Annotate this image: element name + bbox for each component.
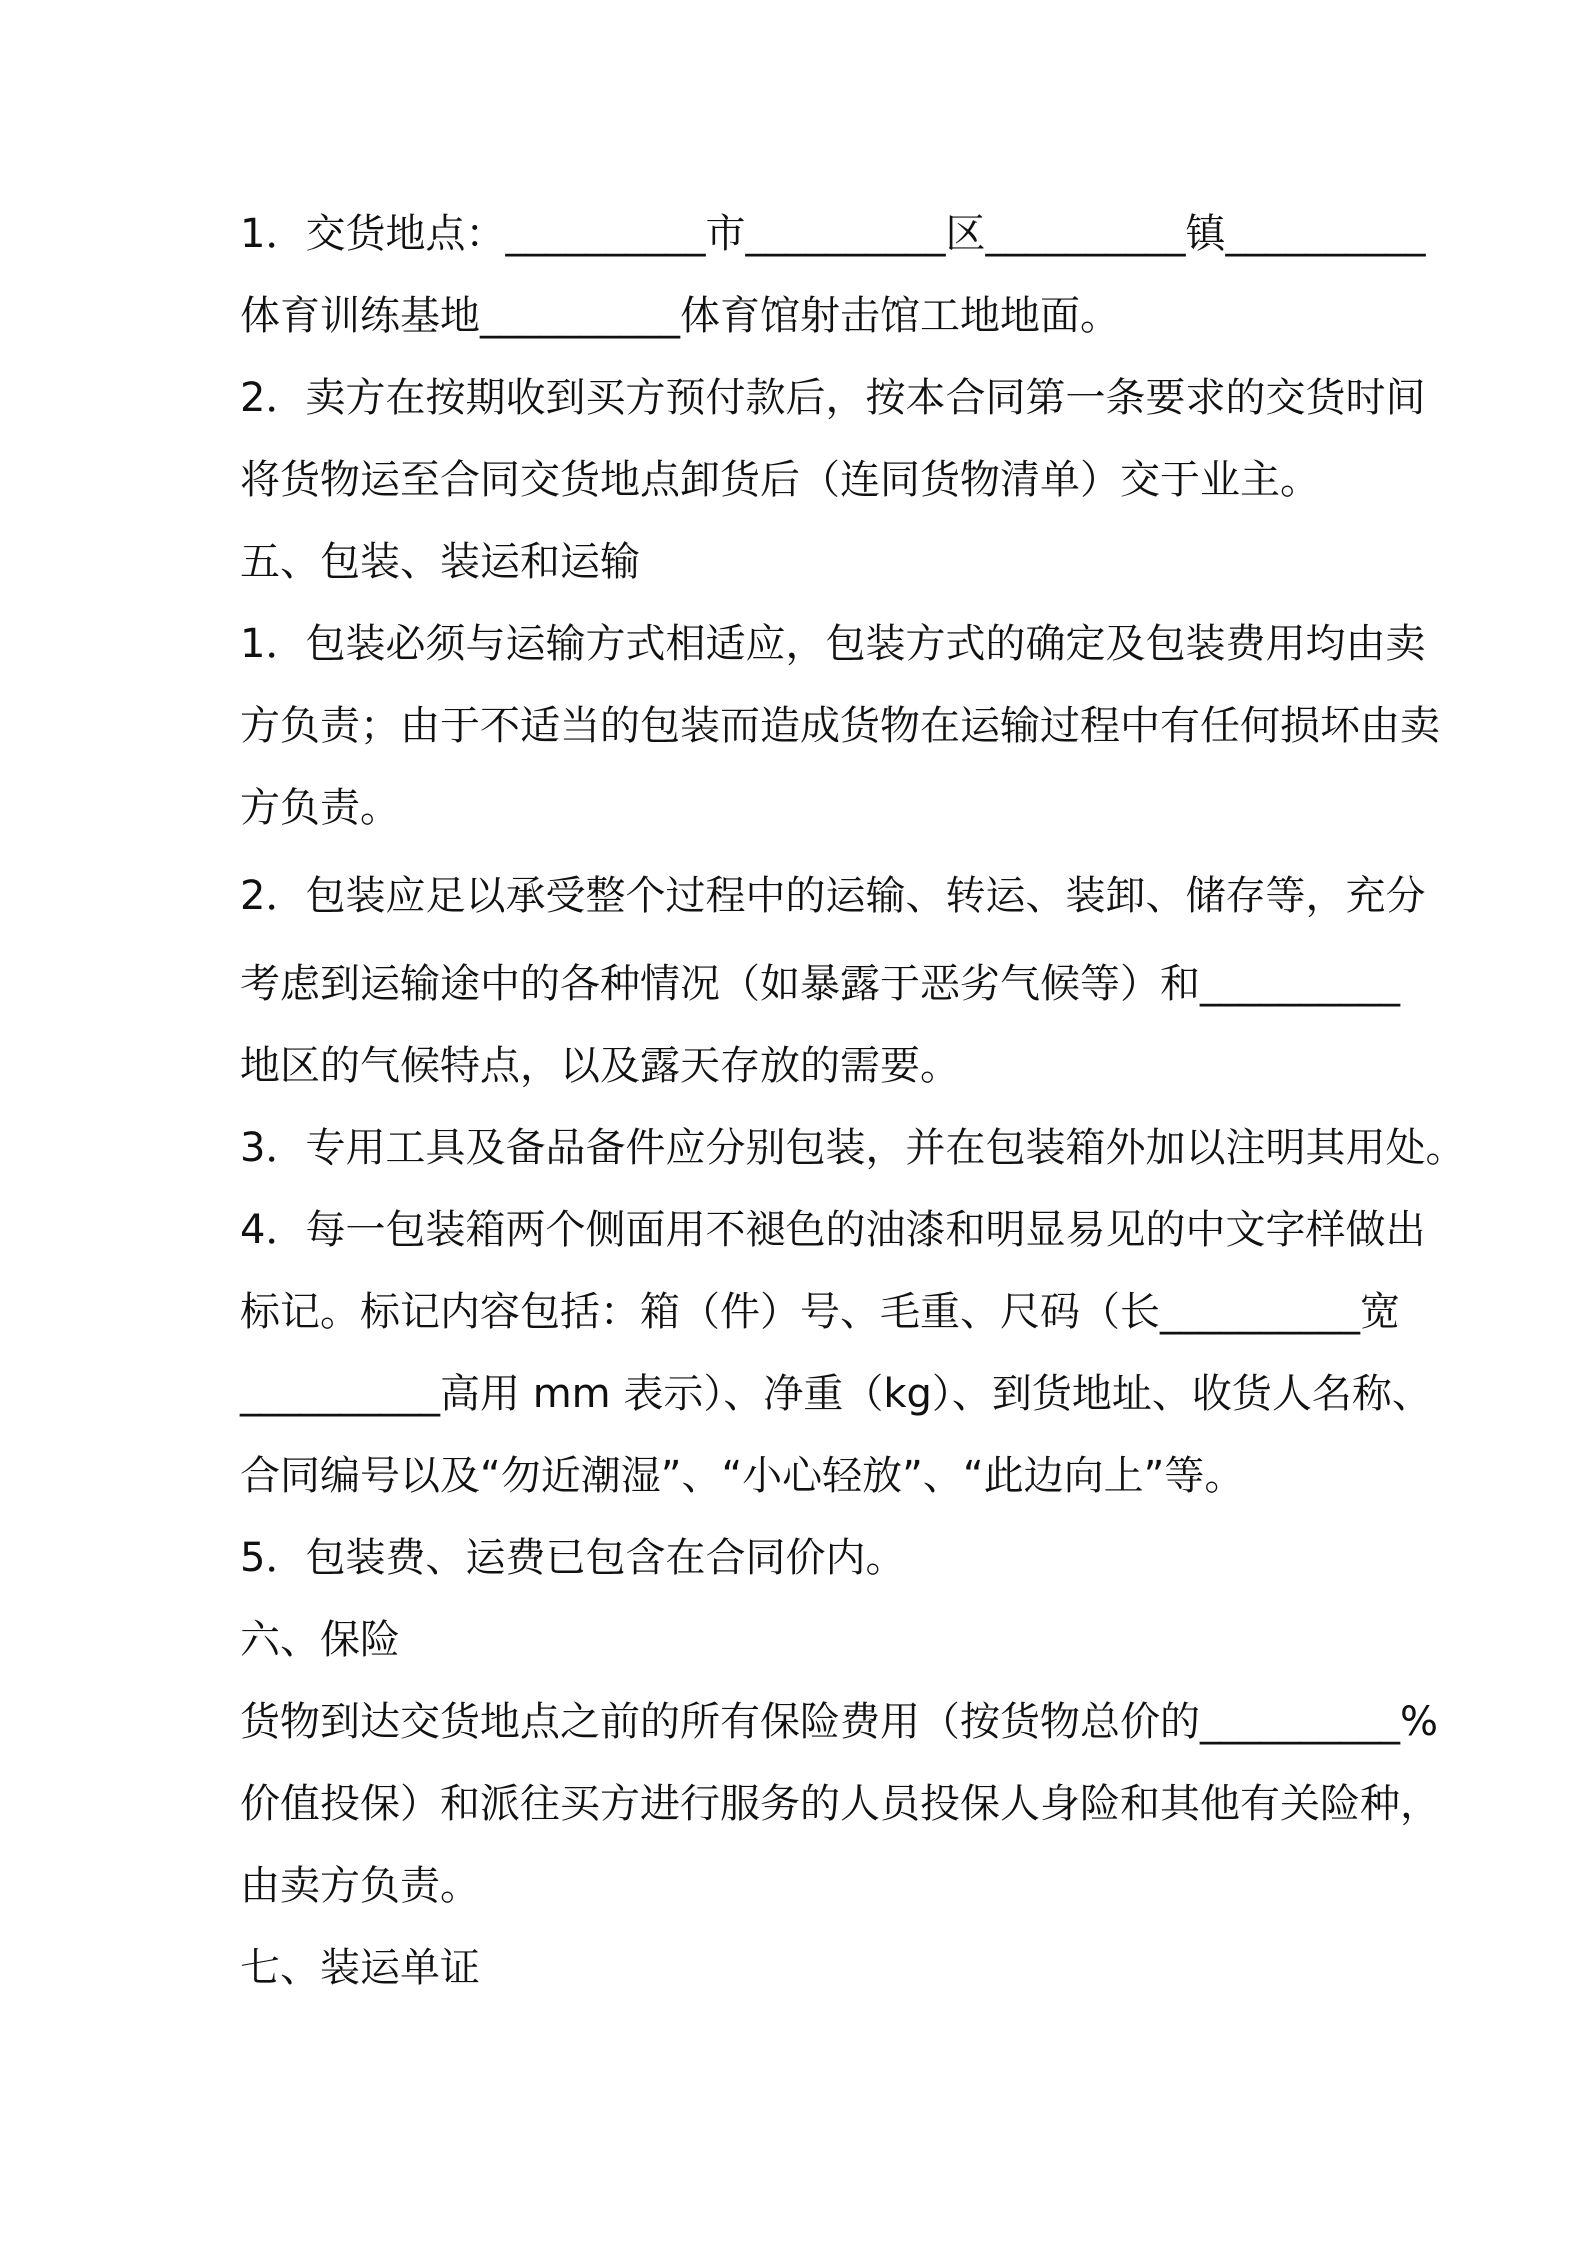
clause-insurance-line-3: 由卖方负责。: [240, 1863, 480, 1909]
clause-packaging-4-line-2: 标记。标记内容包括：箱（件）号、毛重、尺码（长__________宽: [240, 1289, 1400, 1335]
clause-delivery-location-line-2: 体育训练基地__________体育馆射击馆工地地面。: [240, 293, 1120, 339]
clause-packaging-2-line-3: 地区的气候特点，以及露天存放的需要。: [240, 1043, 960, 1089]
section-heading-insurance: 六、保险: [240, 1617, 400, 1663]
clause-packaging-2-line-1: 2．包装应足以承受整个过程中的运输、转运、装卸、储存等，充分: [240, 873, 1426, 919]
section-heading-packaging: 五、包装、装运和运输: [240, 539, 640, 585]
clause-delivery-location-line-1: 1．交货地点：__________市__________区__________镇__________: [240, 211, 1426, 257]
section-heading-shipping-documents: 七、装运单证: [240, 1945, 480, 1991]
clause-packaging-4-line-4: 合同编号以及“勿近潮湿”、“小心轻放”、“此边向上”等。: [240, 1453, 1245, 1499]
clause-delivery-time-line-2: 将货物运至合同交货地点卸货后（连同货物清单）交于业主。: [240, 457, 1320, 503]
clause-packaging-4-line-1: 4．每一包装箱两个侧面用不褪色的油漆和明显易见的中文字样做出: [240, 1207, 1426, 1253]
clause-packaging-1-line-2: 方负责；由于不适当的包装而造成货物在运输过程中有任何损坏由卖: [240, 703, 1440, 749]
clause-insurance-line-1: 货物到达交货地点之前的所有保险费用（按货物总价的__________%: [240, 1699, 1439, 1745]
clause-packaging-1-line-3: 方负责。: [240, 785, 400, 831]
clause-insurance-line-2: 价值投保）和派往买方进行服务的人员投保人身险和其他有关险种，: [240, 1781, 1440, 1827]
clause-packaging-3: 3．专用工具及备品备件应分别包装，并在包装箱外加以注明其用处。: [240, 1125, 1466, 1171]
clause-packaging-2-line-2: 考虑到运输途中的各种情况（如暴露于恶劣气候等）和__________: [240, 961, 1400, 1007]
clause-delivery-time-line-1: 2．卖方在按期收到买方预付款后，按本合同第一条要求的交货时间: [240, 375, 1426, 421]
clause-packaging-4-line-3: __________高用 mm 表示）、净重（kg）、到货地址、收货人名称、: [240, 1371, 1432, 1417]
clause-packaging-1-line-1: 1．包装必须与运输方式相适应，包装方式的确定及包装费用均由卖: [240, 621, 1426, 667]
clause-packaging-5: 5．包装费、运费已包含在合同价内。: [240, 1535, 906, 1581]
